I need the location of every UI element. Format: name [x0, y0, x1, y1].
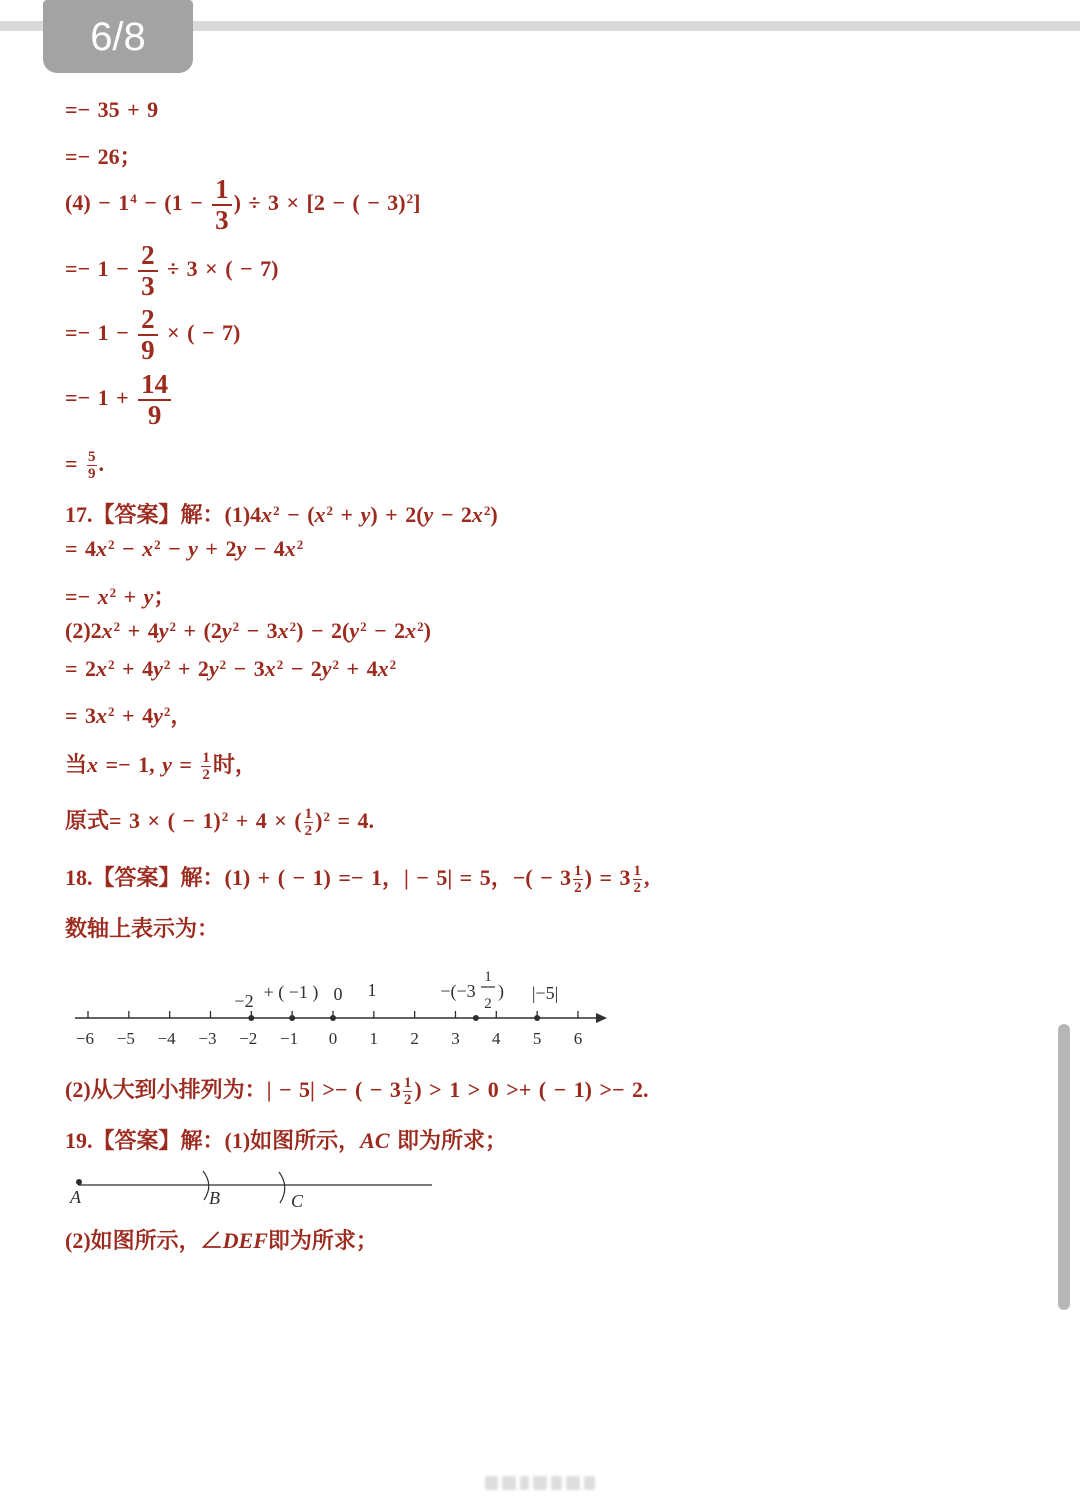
point-label: A — [70, 1187, 81, 1207]
math-text: + (2 — [175, 617, 222, 643]
answer-line — [65, 536, 303, 562]
fraction-numerator: 1 — [212, 176, 232, 206]
italic-variable: y — [162, 752, 172, 778]
answer-line — [65, 306, 240, 364]
math-text: − 2 — [283, 655, 322, 681]
answer-line — [65, 371, 173, 429]
math-text: − 2 — [433, 501, 472, 527]
tick-label: −6 — [75, 1029, 94, 1048]
fraction-numerator: 1 — [574, 863, 582, 879]
math-text: − 3 — [239, 617, 278, 643]
italic-variable: AC — [360, 1127, 390, 1153]
math-text: = 3 — [65, 702, 97, 728]
italic-variable: y — [208, 655, 219, 681]
math-text: − 3 — [226, 655, 265, 681]
math-text: =− — [65, 583, 98, 609]
superscript: 2 — [163, 656, 171, 672]
point-label: C — [291, 1191, 304, 1211]
italic-variable: y — [360, 501, 371, 527]
italic-variable: x — [284, 535, 296, 561]
math-text: =− 26； — [65, 143, 142, 169]
superscript: 2 — [289, 618, 297, 634]
tick-label: −4 — [157, 1029, 176, 1048]
watermark-logo — [485, 1474, 595, 1492]
superscript: 2 — [232, 618, 240, 634]
point-annotation: 1 — [367, 980, 377, 1000]
math-text: − (1 − — [136, 190, 211, 216]
math-text: 当 — [65, 752, 88, 778]
number-line-point — [248, 1015, 254, 1021]
math-text: + — [116, 583, 144, 609]
fraction-denominator: 2 — [403, 1092, 412, 1108]
answer-line — [65, 751, 257, 783]
superscript: 2 — [389, 656, 397, 672]
answer-line — [65, 807, 374, 839]
superscript: 2 — [360, 618, 367, 634]
italic-variable: y — [349, 617, 360, 643]
italic-variable: y — [423, 501, 434, 527]
math-text: = 2 — [65, 655, 97, 681]
math-text: 19.【答案】解：(1)如图所示， — [65, 1127, 361, 1153]
superscript: 2 — [326, 502, 334, 518]
math-text: × ( − 7) — [159, 320, 241, 346]
segment-construction-figure — [0, 1160, 460, 1220]
answer-line — [65, 1228, 378, 1254]
fraction-numerator: 1 — [633, 863, 641, 879]
answer-line — [65, 703, 192, 729]
answer-line — [65, 502, 498, 528]
superscript: 2 — [108, 656, 115, 672]
fraction-denominator: 2 — [633, 880, 641, 896]
scrollbar-thumb[interactable] — [1058, 1024, 1070, 1310]
math-text: , — [644, 865, 650, 891]
point-a-dot — [76, 1179, 82, 1185]
number-line-point — [534, 1015, 540, 1021]
math-text: 17.【答案】解：(1)4 — [65, 501, 262, 527]
watermark-glyph — [485, 1476, 498, 1490]
italic-variable: y — [236, 535, 247, 561]
math-text: − — [160, 535, 189, 561]
tick-label: 5 — [532, 1029, 542, 1048]
italic-variable: x — [96, 535, 108, 561]
number-line-point — [473, 1015, 479, 1021]
point-annotation: −2 — [234, 991, 254, 1011]
superscript: 2 — [108, 536, 115, 552]
answer-line — [65, 656, 396, 682]
tick-label: 1 — [369, 1029, 379, 1048]
fraction-denominator: 9 — [141, 335, 155, 365]
fraction — [573, 864, 583, 896]
fraction-numerator: 1 — [304, 806, 313, 822]
fraction-numerator: 2 — [138, 306, 158, 336]
superscript: 2 — [483, 502, 491, 518]
italic-variable: DEF — [222, 1227, 268, 1253]
superscript: 2 — [323, 809, 330, 825]
point-label: B — [209, 1188, 220, 1208]
tick-label: 6 — [573, 1029, 583, 1048]
tick-label: −5 — [116, 1029, 135, 1048]
answer-line — [65, 242, 278, 300]
superscript: 2 — [109, 584, 117, 600]
watermark-glyph — [533, 1476, 546, 1490]
fraction — [304, 807, 314, 839]
answer-line — [65, 144, 142, 170]
tick-label: 4 — [492, 1029, 501, 1048]
math-text: − — [114, 535, 143, 561]
watermark-glyph — [566, 1476, 579, 1490]
superscript: 2 — [163, 703, 171, 719]
italic-variable: y — [158, 617, 169, 643]
superscript: 2 — [417, 618, 424, 634]
math-text: 即为所求； — [389, 1127, 508, 1153]
fraction — [138, 371, 171, 429]
math-text: − 2 — [366, 617, 406, 643]
fraction-denominator: 2 — [202, 767, 210, 783]
math-text: ， — [170, 702, 193, 728]
point-annotation: 0 — [333, 984, 343, 1004]
italic-variable: x — [142, 535, 154, 561]
watermark-glyph — [502, 1476, 515, 1490]
superscript: 2 — [276, 656, 284, 672]
answer-line — [65, 1076, 649, 1108]
superscript: 2 — [108, 703, 115, 719]
italic-variable: x — [277, 617, 289, 643]
annotation-fraction-numerator: 1 — [484, 969, 492, 985]
fraction-denominator: 3 — [215, 205, 229, 235]
answer-line — [65, 618, 431, 644]
fraction-numerator: 1 — [403, 1075, 412, 1091]
math-text: ) — [315, 808, 323, 834]
math-text: = — [171, 752, 200, 778]
italic-variable: x — [377, 655, 389, 681]
superscript: 2 — [221, 809, 229, 825]
point-annotation: −(−3 — [440, 981, 476, 1001]
italic-variable: y — [221, 617, 232, 643]
arc-mark-c — [279, 1172, 285, 1203]
italic-variable: x — [314, 501, 326, 527]
math-text: + 2 — [197, 535, 237, 561]
watermark-glyph — [584, 1476, 595, 1490]
fraction — [403, 1076, 413, 1108]
italic-variable: y — [188, 535, 198, 561]
math-text: =− 1 + — [65, 385, 137, 411]
math-text: ) + 2( — [370, 501, 424, 527]
math-text: + 4 — [114, 702, 154, 728]
superscript: 2 — [406, 191, 414, 207]
math-text: (4) − 1 — [65, 190, 130, 216]
italic-variable: x — [96, 702, 108, 728]
fraction-denominator: 9 — [88, 466, 96, 482]
answer-line — [65, 584, 175, 610]
answer-line — [65, 97, 158, 123]
math-text: 时， — [212, 752, 257, 778]
math-text: ) ÷ 3 × [2 − ( − 3) — [233, 190, 406, 216]
italic-variable: x — [405, 617, 417, 643]
fraction-numerator: 5 — [88, 449, 96, 465]
math-text: + 4 — [114, 655, 154, 681]
math-text: ) = 3 — [584, 865, 631, 891]
math-text: + — [333, 501, 361, 527]
answer-line — [65, 864, 650, 896]
italic-variable: x — [87, 752, 99, 778]
math-text: ) > 1 > 0 >+ ( − 1) >− 2. — [414, 1077, 649, 1103]
math-text: + 2 — [170, 655, 209, 681]
math-text: = — [65, 451, 86, 477]
italic-variable: y — [153, 655, 163, 681]
math-text: ； — [153, 583, 176, 609]
superscript: 2 — [113, 618, 121, 634]
math-text: ) — [490, 501, 498, 527]
math-text: =− 1, — [98, 752, 163, 778]
italic-variable: y — [153, 702, 163, 728]
answer-line — [65, 176, 420, 234]
number-line-point — [289, 1015, 295, 1021]
fraction — [212, 176, 232, 234]
math-text: = 4 — [65, 535, 97, 561]
superscript: 2 — [332, 656, 340, 672]
fraction — [633, 864, 643, 896]
math-text: 即为所求； — [267, 1227, 378, 1253]
superscript: 2 — [154, 536, 161, 552]
italic-variable: x — [261, 501, 273, 527]
answer-line — [65, 450, 104, 482]
math-text: 原式= 3 × ( − 1) — [65, 808, 221, 834]
tick-label: 3 — [451, 1029, 460, 1048]
math-text: = 4. — [330, 808, 375, 834]
math-text: . — [98, 451, 105, 477]
watermark-glyph — [520, 1476, 530, 1490]
number-line-point — [330, 1015, 336, 1021]
fraction-denominator: 2 — [574, 880, 582, 896]
math-text: (2)从大到小排列为：| − 5| >− ( − 3 — [65, 1077, 401, 1103]
italic-variable: x — [97, 583, 109, 609]
math-text: + 4 — [339, 655, 378, 681]
point-annotation: |−5| — [531, 983, 559, 1003]
superscript: 4 — [130, 191, 137, 207]
fraction — [138, 306, 158, 364]
fraction-numerator: 14 — [138, 371, 171, 401]
superscript: 2 — [296, 536, 304, 552]
math-text: =− 35 + 9 — [65, 96, 159, 122]
tick-label: 2 — [410, 1029, 419, 1048]
math-text: ] — [413, 190, 421, 216]
math-text: − 4 — [246, 535, 285, 561]
answer-line — [65, 916, 219, 942]
number-line-figure — [0, 940, 640, 1060]
tick-label: −1 — [280, 1029, 299, 1048]
superscript: 2 — [273, 502, 280, 518]
math-text: + 4 × ( — [228, 808, 302, 834]
annotation-fraction-denominator: 2 — [484, 996, 492, 1012]
point-annotation: + ( −1 ) — [263, 982, 319, 1002]
fraction-numerator: 2 — [138, 242, 158, 272]
math-text: 18.【答案】解：(1) + ( − 1) =− 1，| − 5| = 5，−( − 3 — [65, 865, 572, 891]
tick-label: 0 — [328, 1029, 338, 1048]
italic-variable: x — [101, 617, 113, 643]
watermark-glyph — [551, 1476, 562, 1490]
answer-line — [65, 1128, 507, 1154]
tick-label: −3 — [198, 1029, 217, 1048]
annotation-close-paren: ) — [498, 981, 504, 1001]
fraction-denominator: 2 — [304, 823, 313, 839]
tick-label: −2 — [239, 1029, 258, 1048]
math-text: =− 1 − — [65, 256, 137, 282]
fraction — [87, 450, 97, 482]
math-text: + 4 — [120, 617, 159, 643]
fraction-numerator: 1 — [202, 750, 210, 766]
page-indicator-label: 6/8 — [90, 14, 146, 59]
fraction — [138, 242, 158, 300]
superscript: 2 — [219, 656, 227, 672]
math-text: − ( — [279, 501, 315, 527]
math-text: (2)如图所示，∠ — [65, 1227, 223, 1253]
italic-variable: x — [264, 655, 276, 681]
math-text: (2)2 — [65, 617, 102, 643]
math-text: =− 1 − — [65, 320, 137, 346]
math-text: 数轴上表示为： — [65, 915, 220, 941]
fraction-denominator: 3 — [141, 271, 155, 301]
fraction — [201, 751, 211, 783]
italic-variable: x — [96, 655, 108, 681]
superscript: 2 — [169, 618, 176, 634]
number-line-arrow — [596, 1013, 607, 1023]
italic-variable: y — [143, 583, 154, 609]
math-text: ÷ 3 × ( − 7) — [159, 256, 279, 282]
math-text: ) — [423, 617, 431, 643]
italic-variable: y — [321, 655, 332, 681]
math-text: ) − 2( — [296, 617, 350, 643]
italic-variable: x — [471, 501, 483, 527]
fraction-denominator: 9 — [147, 400, 162, 430]
